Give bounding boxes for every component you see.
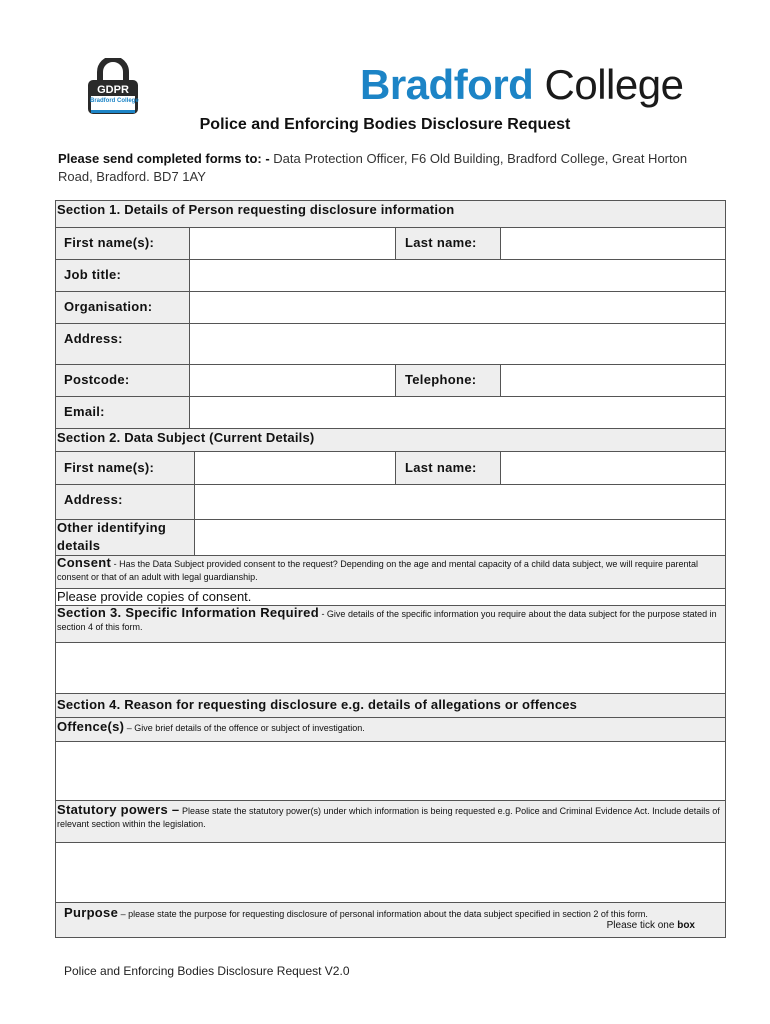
s1-telephone-label: Telephone: bbox=[405, 372, 477, 387]
s1-postcode-field[interactable] bbox=[189, 364, 396, 397]
s1-postcode-label: Postcode: bbox=[64, 372, 130, 387]
s1-address-field[interactable] bbox=[189, 323, 726, 365]
s1-address-label: Address: bbox=[64, 331, 123, 346]
s1-last-name-label: Last name: bbox=[405, 235, 477, 250]
consent-copies-text: Please provide copies of consent. bbox=[57, 589, 252, 604]
consent-text: - Has the Data Subject provided consent to the request? Depending on the age and mental capacity of a child data subject, we will require parental consent or that of an adult with legal guardianship. bbox=[57, 559, 698, 582]
section3-desc: - Give details of the specific information you require about the data subject for the purpose stated in section 4 of this form. bbox=[57, 609, 717, 632]
s2-last-name-field[interactable] bbox=[500, 451, 726, 485]
offences-label: Offence(s) bbox=[57, 719, 125, 734]
s1-email-label: Email: bbox=[64, 404, 105, 419]
s1-last-name-field[interactable] bbox=[500, 227, 726, 260]
s1-first-name-label: First name(s): bbox=[64, 235, 155, 250]
s2-other-details-field[interactable] bbox=[194, 519, 726, 556]
s1-email-field[interactable] bbox=[189, 396, 726, 429]
gdpr-badge-text: GDPR bbox=[97, 84, 129, 96]
send-instructions bbox=[58, 150, 708, 186]
footer-text: Police and Enforcing Bodies Disclosure Request V2.0 bbox=[64, 964, 350, 978]
statutory-text: Please state the statutory power(s) under which information is being requested e.g. Police and Criminal Evidence Act. Include details of relevant section within the legislation. bbox=[57, 806, 720, 829]
tick-instruction bbox=[560, 920, 695, 931]
s2-first-name-label: First name(s): bbox=[64, 460, 155, 475]
s2-address-field[interactable] bbox=[194, 484, 726, 520]
s1-first-name-field[interactable] bbox=[189, 227, 396, 260]
section3-field[interactable] bbox=[55, 642, 726, 694]
offences-field[interactable] bbox=[55, 741, 726, 801]
s2-address-label: Address: bbox=[64, 492, 123, 507]
s2-other-details-label-line2: details bbox=[57, 538, 101, 553]
form-title: Police and Enforcing Bodies Disclosure Request bbox=[199, 116, 571, 133]
s1-organisation-field[interactable] bbox=[189, 291, 726, 324]
section1-title: Section 1. Details of Person requesting disclosure information bbox=[57, 202, 455, 217]
s1-organisation-label: Organisation: bbox=[64, 299, 153, 314]
consent-label: Consent bbox=[57, 555, 112, 570]
offences-text: – Give brief details of the offence or subject of investigation. bbox=[124, 723, 365, 733]
send-label: Please send completed forms to: - bbox=[58, 151, 270, 166]
gdpr-badge bbox=[86, 58, 140, 116]
section2-title: Section 2. Data Subject (Current Details) bbox=[57, 430, 315, 445]
purpose-text: – please state the purpose for requesting disclosure of personal information about the data subject specified in section 2 of this form. bbox=[118, 909, 648, 919]
tick-box-word: box bbox=[677, 920, 695, 931]
consent-note bbox=[57, 556, 721, 584]
statutory-note bbox=[57, 803, 721, 831]
s1-telephone-field[interactable] bbox=[500, 364, 726, 397]
statutory-label: Statutory powers – bbox=[57, 802, 180, 817]
offences-note bbox=[57, 720, 721, 735]
send-address: Data Protection Officer, F6 Old Building, Bradford College, Great Horton Road, Bradford. BD7 1AY bbox=[58, 151, 688, 184]
s1-job-title-label: Job title: bbox=[64, 267, 122, 282]
logo-word-bradford: Bradford bbox=[360, 61, 534, 108]
s2-last-name-label: Last name: bbox=[405, 460, 477, 475]
gdpr-badge-sub: Bradford College bbox=[90, 98, 139, 104]
purpose-note bbox=[57, 906, 721, 921]
s2-first-name-field[interactable] bbox=[194, 451, 396, 485]
section4-title: Section 4. Reason for requesting disclosure e.g. details of allegations or offences bbox=[57, 697, 578, 712]
purpose-label: Purpose bbox=[64, 905, 119, 920]
logo-word-college: College bbox=[533, 61, 684, 108]
section3-note bbox=[57, 606, 721, 634]
statutory-field[interactable] bbox=[55, 842, 726, 903]
tick-text: Please tick one bbox=[606, 920, 678, 931]
s2-other-details-label-line1: Other identifying bbox=[57, 520, 167, 535]
bradford-college-logo bbox=[360, 62, 683, 108]
s1-job-title-field[interactable] bbox=[189, 259, 726, 292]
section3-title: Section 3. Specific Information Required bbox=[57, 605, 319, 620]
